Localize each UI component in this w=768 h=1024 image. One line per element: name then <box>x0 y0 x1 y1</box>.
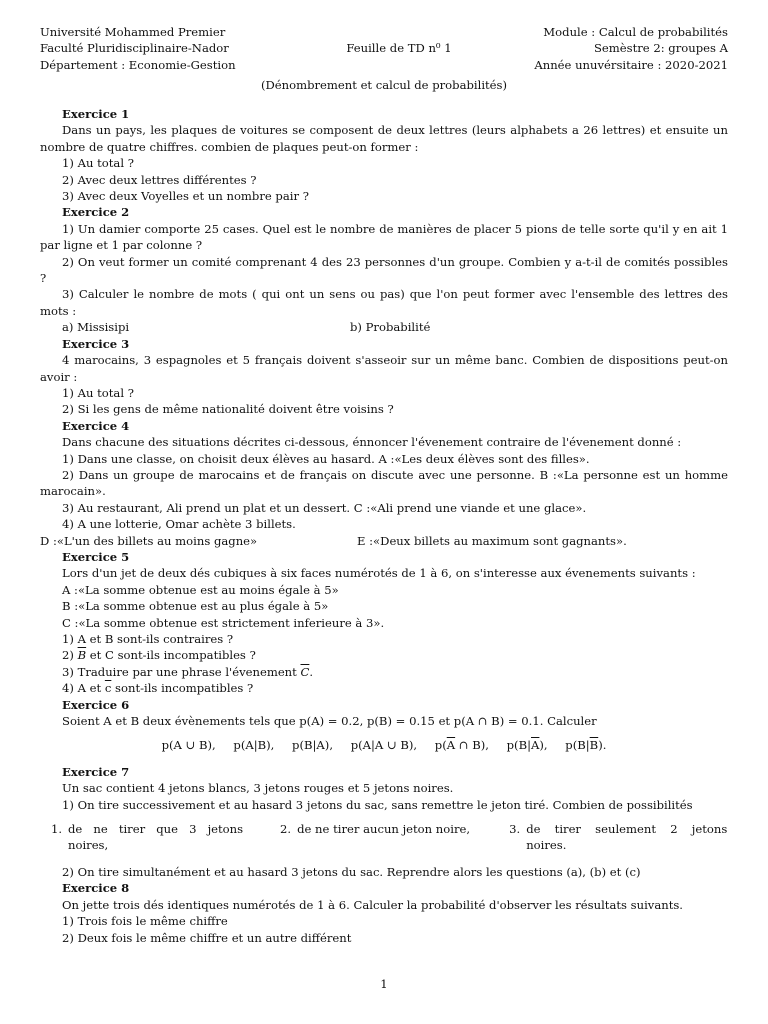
formula-3: p(B|A), <box>292 738 333 753</box>
item-number: 3. <box>509 822 521 837</box>
event-d: D :«L'un des billets au moins gagne» <box>40 533 258 548</box>
word-a: a) Missisipi <box>62 320 130 335</box>
exercise-7-title: Exercice 7 <box>62 764 130 779</box>
exercise-5-question-4 <box>40 680 728 696</box>
exercise-4-question-1: 1) Dans une classe, on choisit deux élèves au hasard. A :«Les deux élèves sont des filles». <box>62 451 590 466</box>
b-bar-symbol: $\overline{B}$ <box>77 648 87 663</box>
document-subtitle: (Dénombrement et calcul de probabilités) <box>260 78 508 92</box>
formula-2: p(A|B), <box>233 738 275 753</box>
q4-suffix: sont-ils incompatibles ? <box>111 681 254 696</box>
word-b: b) Probabilité <box>350 320 431 335</box>
exercise-3-title: Exercice 3 <box>62 336 130 351</box>
exercise-3-question-2: 2) Si les gens de même nationalité doivent être voisins ? <box>62 402 394 417</box>
exercise-8-question-1: 1) Trois fois le même chiffre <box>62 914 228 929</box>
exercise-2-words <box>40 319 728 335</box>
a-bar-symbol: $\overline{A}$ <box>446 738 456 753</box>
academic-year: Année unuvérsitaire : 2020-2021 <box>534 57 728 72</box>
event-a: A :«La somme obtenue est au moins égale à 5» <box>62 582 339 597</box>
exercise-4-question-3: 3) Au restaurant, Ali prend un plat et un dessert. C :«Ali prend une viande et une glace». <box>62 500 587 515</box>
sheet-title: Feuille de TD n⁰ 1 <box>346 41 452 55</box>
formula-1: p(A ∪ B), <box>161 738 216 753</box>
exercise-6-formulas <box>40 737 728 753</box>
exercise-list <box>40 106 728 946</box>
list-item <box>498 821 727 854</box>
exercise-7-options <box>40 821 728 854</box>
formula-6-prefix: p(B| <box>506 738 532 753</box>
formula-7 <box>565 738 606 752</box>
exercise-5-intro: Lors d'un jet de deux dés cubiques à six faces numérotés de 1 à 6, on s'interesse aux évenements suivants : <box>62 566 696 581</box>
list-item <box>269 821 498 854</box>
exercise-1-question-1: 1) Au total ? <box>62 156 134 171</box>
event-c: C :«La somme obtenue est strictement inferieure à 3». <box>62 615 385 630</box>
event-e: E :«Deux billets au maximum sont gagnants». <box>357 533 627 548</box>
exercise-2-question-1: 1) Un damier comporte 25 cases. Quel est le nombre de manières de placer 5 pions de telle sorte qu'il y en ait 1 par ligne et 1 par colonne ? <box>40 221 728 253</box>
formula-5 <box>435 738 489 752</box>
q2-prefix: 2) <box>62 648 78 663</box>
q3-suffix: . <box>309 664 314 679</box>
c-bar-symbol: $\overline{C}$ <box>300 664 310 679</box>
exercise-8-title: Exercice 8 <box>62 881 130 896</box>
formula-5-suffix: ∩ B), <box>455 738 489 753</box>
exercise-4-events <box>40 533 728 549</box>
exercise-7-question-2: 2) On tire simultanément et au hasard 3 jetons du sac. Reprendre alors les questions (a), (b) et (c) <box>62 864 641 879</box>
faculty-name: Faculté Pluridisciplinaire-Nador <box>40 41 229 56</box>
q4-prefix: 4) A et <box>62 681 105 696</box>
item-text: de tirer seulement 2 jetons noires. <box>526 822 728 853</box>
item-number: 1. <box>50 822 62 837</box>
semester-info: Semèstre 2: groupes A <box>593 41 728 56</box>
module-name: Module : Calcul de probabilités <box>543 25 728 39</box>
university-name: Université Mohammed Premier <box>40 25 226 39</box>
formula-6 <box>507 738 548 752</box>
formula-6-suffix: ), <box>539 738 548 753</box>
b-bar-symbol-2: $\overline{B}$ <box>589 738 599 753</box>
exercise-3-intro: 4 marocains, 3 espagnoles et 5 français doivent s'asseoir sur un même banc. Combien de dispositions peut-on avoir : <box>40 353 728 384</box>
formula-5-prefix: p( <box>434 738 447 753</box>
exercise-6-intro: Soient A et B deux évènements tels que p(A) = 0.2, p(B) = 0.15 et p(A ∩ B) = 0.1. Calculer <box>62 714 597 729</box>
page-number: 1 <box>380 977 388 991</box>
exercise-1-question-3: 3) Avec deux Voyelles et un nombre pair ? <box>62 189 309 204</box>
formula-4: p(A|A ∪ B), <box>350 738 418 753</box>
exercise-5-question-1: 1) A et B sont-ils contraires ? <box>62 632 234 646</box>
exercise-2-question-2: 2) On veut former un comité comprenant 4 des 23 personnes d'un groupe. Combien y a-t-il de comités possibles ? <box>40 254 728 286</box>
c-lower-bar-symbol: $\overline{c}$ <box>104 681 112 696</box>
exercise-2-title: Exercice 2 <box>62 205 130 220</box>
department-name: Département : Economie-Gestion <box>40 57 236 72</box>
q3-prefix: 3) Traduire par une phrase l'évenement <box>62 664 301 679</box>
item-number: 2. <box>280 822 292 837</box>
exercise-4-question-2: 2) Dans un groupe de marocains et de français on discute avec une personne. B :«La personne est un homme marocain». <box>40 467 728 499</box>
list-item <box>40 821 269 854</box>
exercise-5-title: Exercice 5 <box>62 549 130 564</box>
exercise-7-intro: Un sac contient 4 jetons blancs, 3 jetons rouges et 5 jetons noires. <box>62 781 454 796</box>
q2-suffix: et C sont-ils incompatibles ? <box>86 648 256 663</box>
page-header <box>40 24 728 74</box>
formula-7-prefix: p(B| <box>565 738 590 753</box>
exercise-1-intro: Dans un pays, les plaques de voitures se composent de deux lettres (leurs alphabets a 26 lettres) et ensuite un nombre de quatre chiffres. combien de plaques peut-on former : <box>40 123 728 154</box>
exercise-1-title: Exercice 1 <box>62 107 130 121</box>
event-b: B :«La somme obtenue est au plus égale à 5» <box>62 599 329 614</box>
exercise-8-intro: On jette trois dés identiques numérotés de 1 à 6. Calculer la probabilité d'observer les résultats suivants. <box>62 897 683 912</box>
exercise-6-title: Exercice 6 <box>62 697 130 712</box>
exercise-5-question-2 <box>40 647 728 663</box>
a-bar-symbol-2: $\overline{A}$ <box>531 738 540 753</box>
exercise-5-question-3 <box>40 664 728 680</box>
exercise-1-question-2: 2) Avec deux lettres différentes ? <box>62 172 257 187</box>
formula-7-suffix: ). <box>598 738 607 753</box>
item-text: de ne tirer que 3 jetons noires, <box>68 822 244 853</box>
exercise-4-question-4: 4) A une lotterie, Omar achète 3 billets. <box>62 517 296 532</box>
exercise-3-question-1: 1) Au total ? <box>62 385 134 400</box>
exercise-2-question-3: 3) Calculer le nombre de mots ( qui ont un sens ou pas) que l'on peut former avec l'ensemble des lettres des mots : <box>40 287 728 318</box>
exercise-4-intro: Dans chacune des situations décrites ci-dessous, énnoncer l'évenement contraire de l'évenement donné : <box>62 435 682 450</box>
item-text: de ne tirer aucun jeton noire, <box>297 822 471 837</box>
exercise-8-question-2: 2) Deux fois le même chiffre et un autre différent <box>62 930 352 945</box>
header-course-info <box>534 24 728 73</box>
exercise-7-question-1: 1) On tire successivement et au hasard 3 jetons du sac, sans remettre le jeton tiré. Combien de possibilités <box>62 797 693 812</box>
exercise-4-title: Exercice 4 <box>62 418 130 433</box>
